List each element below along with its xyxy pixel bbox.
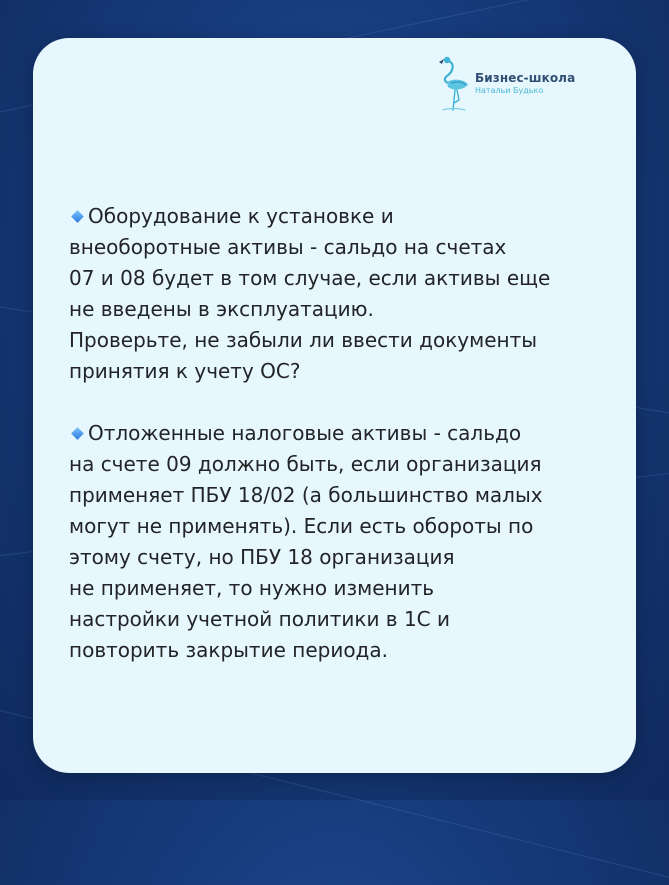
paragraph-line: Отложенные налоговые активы - сальдо: [69, 418, 629, 449]
paragraph-line: могут не применять). Если есть обороты по: [69, 514, 534, 538]
paragraph-line: не применяет, то нужно изменить: [69, 576, 435, 600]
paragraph-line: на счете 09 должно быть, если организация: [69, 452, 542, 476]
paragraph-spacer: [69, 387, 629, 418]
diamond-icon: [71, 427, 84, 440]
content-card: [33, 38, 636, 773]
text-content: [69, 201, 629, 666]
paragraph-line: повторить закрытие периода.: [69, 638, 388, 662]
paragraph-line: применяет ПБУ 18/02 (а большинство малых: [69, 483, 543, 507]
paragraph-1: [69, 201, 629, 387]
logo-title: Бизнес-школа: [475, 70, 576, 85]
flamingo-icon: [433, 52, 471, 114]
diamond-icon: [71, 210, 84, 223]
paragraph-line: Оборудование к установке и: [69, 201, 629, 232]
brand-logo: [433, 52, 575, 114]
paragraph-line: этому счету, но ПБУ 18 организация: [69, 545, 455, 569]
paragraph-line: не введены в эксплуатацию.: [69, 297, 374, 321]
paragraph-line: настройки учетной политики в 1С и: [69, 607, 450, 631]
paragraph-2: [69, 418, 629, 666]
paragraph-line: Проверьте, не забыли ли ввести документы: [69, 328, 538, 352]
paragraph-line: 07 и 08 будет в том случае, если активы еще: [69, 266, 551, 290]
paragraph-line: внеоборотные активы - сальдо на счетах: [69, 235, 507, 259]
paragraph-line: принятия к учету ОС?: [69, 359, 301, 383]
logo-subtitle: Натальи Будько: [475, 85, 544, 95]
